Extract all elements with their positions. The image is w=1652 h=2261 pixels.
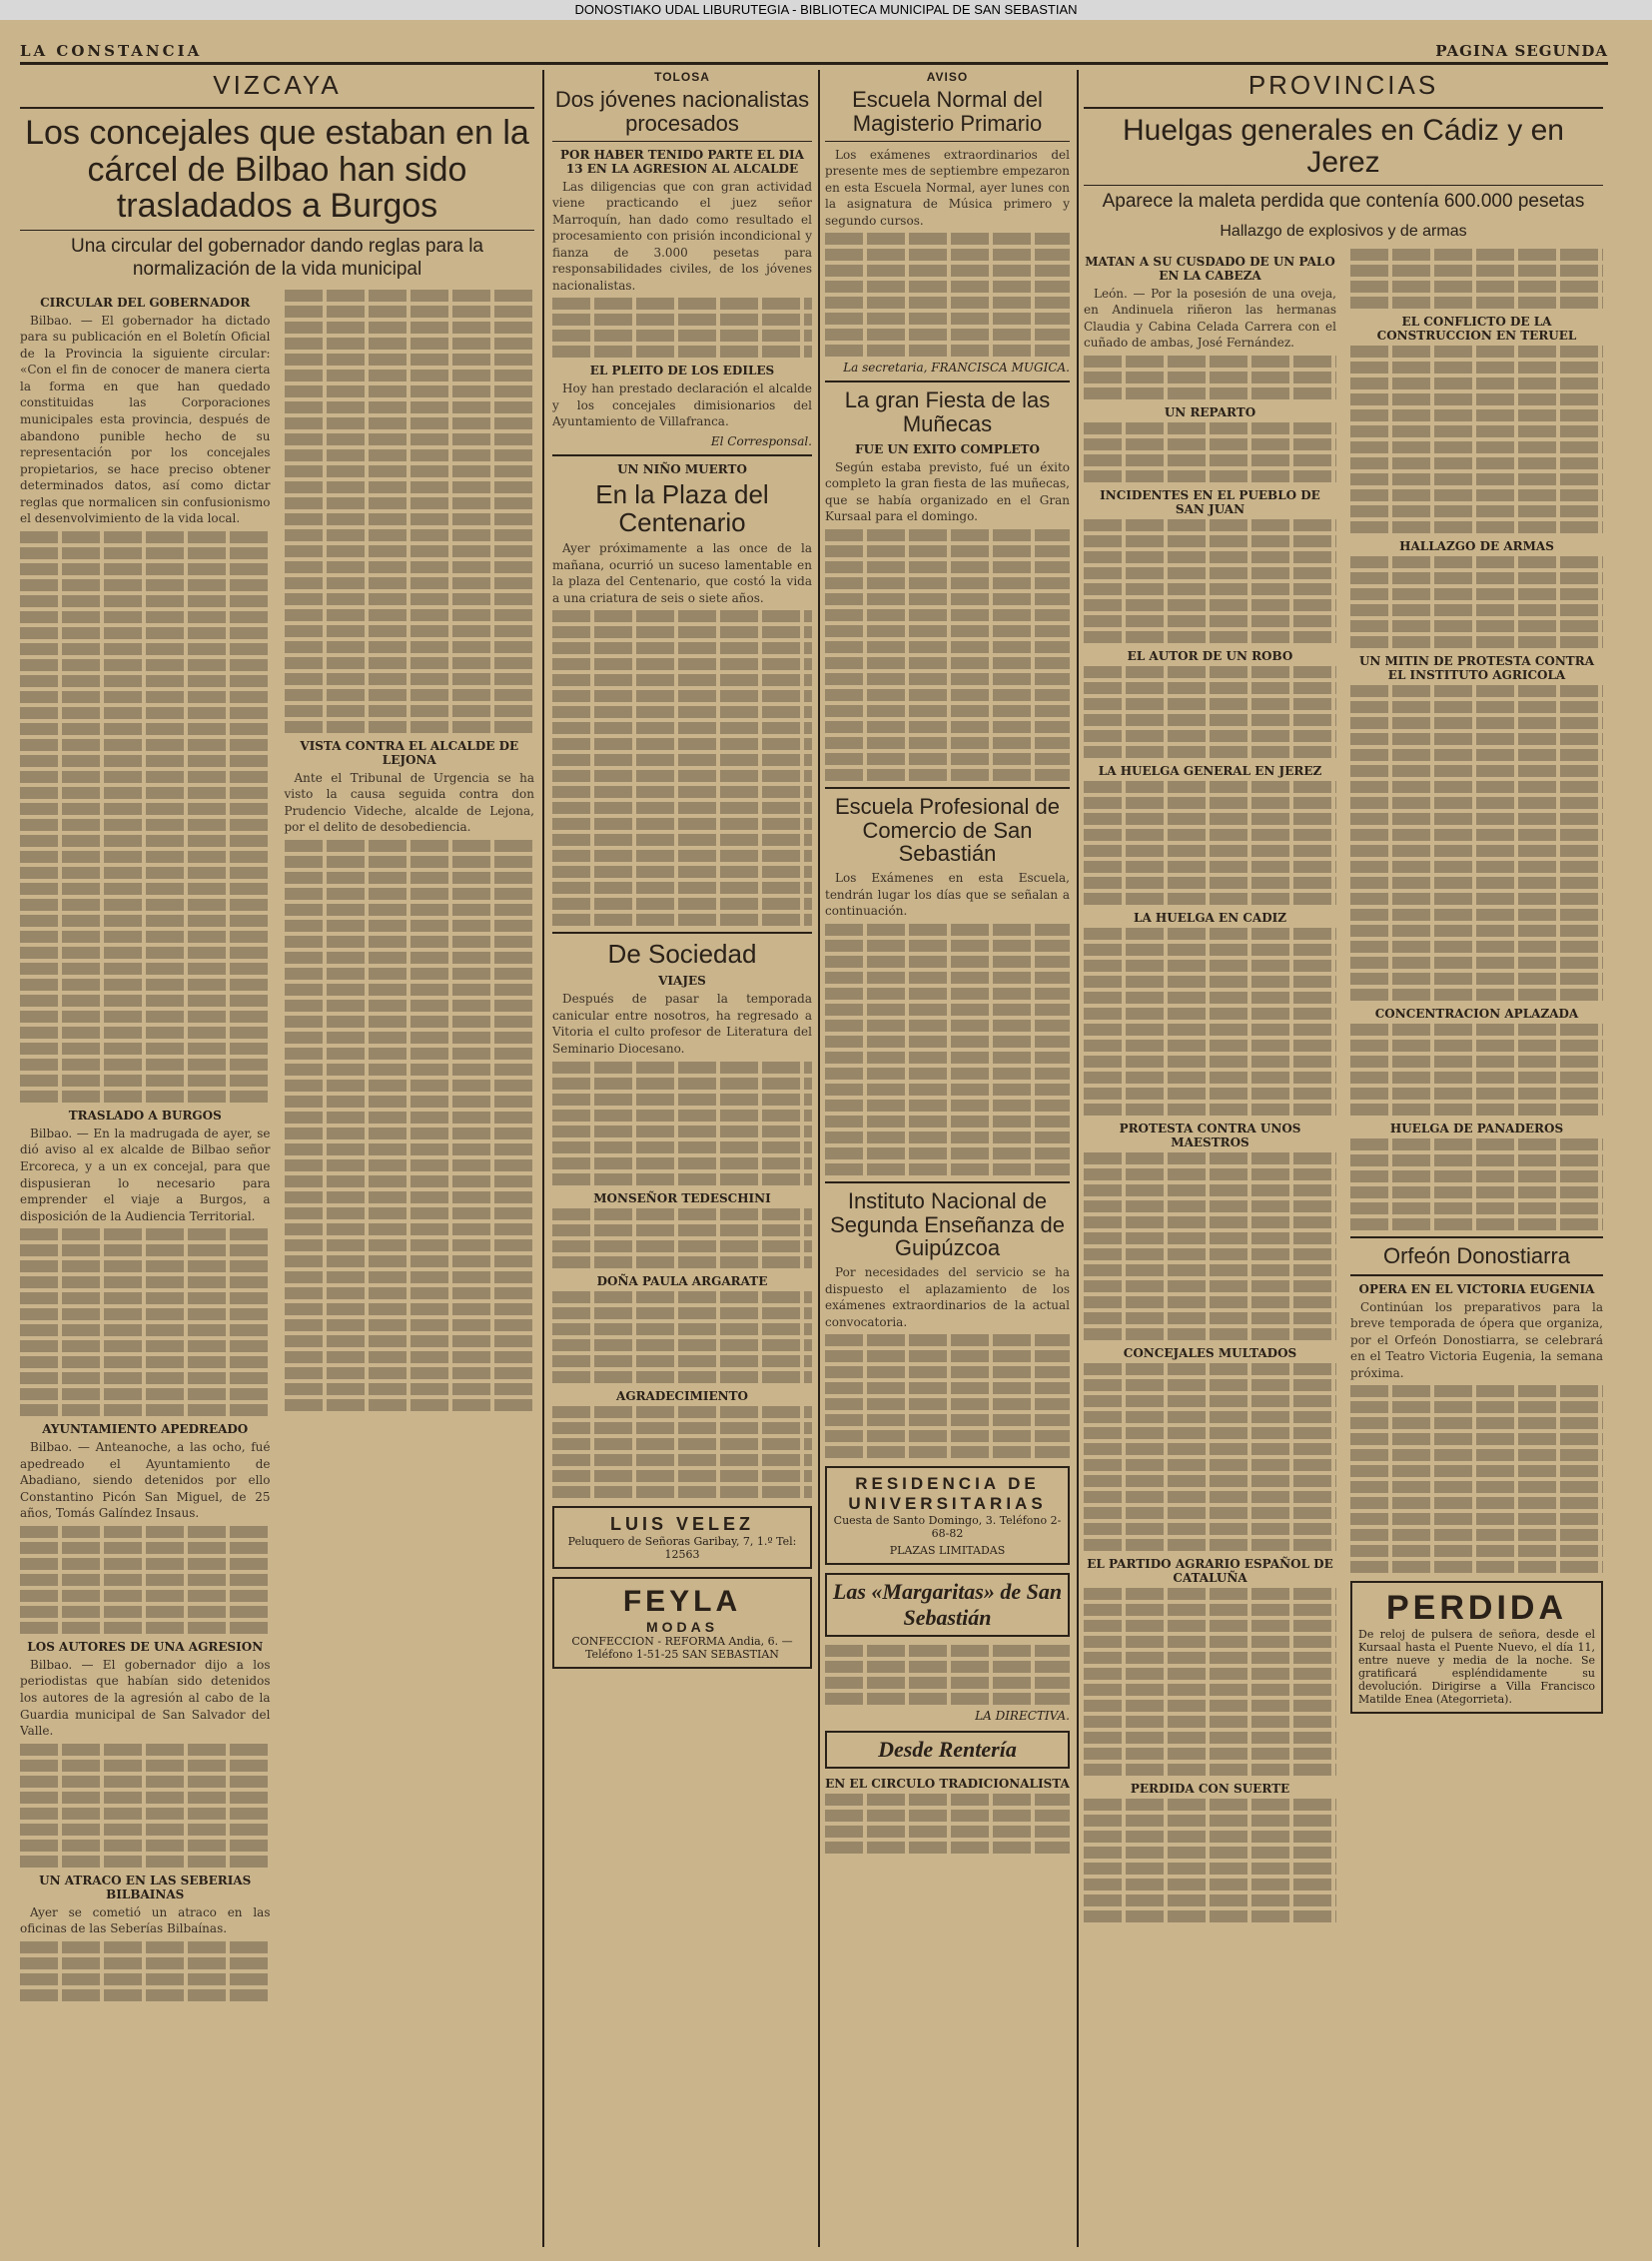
ad-subtitle: MODAS — [645, 1618, 719, 1635]
article-subhead: LA HUELGA EN CADIZ — [1134, 910, 1286, 925]
advertisement-luis-velez — [552, 1506, 812, 1569]
divider — [825, 1181, 1070, 1183]
subheadline: Una circular del gobernador dando reglas para la normalización de la vida municipal — [71, 236, 483, 280]
article-subhead: VIAJES — [658, 974, 706, 989]
signature: El Corresponsal. — [710, 433, 812, 448]
article-subhead: POR HABER TENIDO PARTE EL DIA 13 EN LA AGRESION AL ALCALDE — [560, 147, 804, 176]
article-subhead: INCIDENTES EN EL PUEBLO DE SAN JUAN — [1100, 487, 1320, 516]
article-subhead: HUELGA DE PANADEROS — [1389, 1121, 1564, 1135]
divider — [20, 230, 534, 231]
article-subhead: EL PLEITO DE LOS EDILES — [589, 364, 775, 378]
article-subhead: LOS AUTORES DE UNA AGRESION — [27, 1639, 264, 1654]
ad-title: RESIDENCIA DE UNIVERSITARIAS — [848, 1474, 1047, 1514]
article-paragraph: Bilbao. — Anteanoche, a las ocho, fué apedreado el Ayuntamiento de Abadiano, siendo detenidos por ello Constantino Picón San Miguel, de 25 años, Tomás Galíndez Insaus. — [20, 1440, 271, 1521]
article-paragraph: Los Exámenes en esta Escuela, tendrán lugar los días que se señalan a continuación. — [825, 871, 1070, 919]
article-subhead: PROTESTA CONTRA UNOS MAESTROS — [1119, 1121, 1301, 1149]
article-paragraph: Hoy han prestado declaración el alcalde y los concejales dimisionarios del Ayuntamiento de Villafranca. — [552, 381, 812, 429]
section-title: AVISO — [926, 70, 969, 84]
article-subhead: EL CONFLICTO DE LA CONSTRUCCION EN TERUEL — [1376, 314, 1577, 343]
divider — [1350, 1236, 1603, 1238]
article-subhead: PERDIDA CON SUERTE — [1130, 1781, 1290, 1796]
divider — [825, 380, 1070, 382]
signature: LA DIRECTIVA. — [975, 1709, 1070, 1724]
section-title: VIZCAYA — [213, 70, 342, 100]
article-subhead: CONCENTRACION APLAZADA — [1374, 1006, 1579, 1021]
divider — [552, 454, 812, 456]
paper-name: LA CONSTANCIA — [20, 42, 203, 60]
column-vizcaya — [20, 70, 534, 2247]
article-paragraph: Las diligencias que con gran actividad viene practicando el juez señor Marroquín, han dado como resultado el procesamiento con prisión incondicional y fianza de 3.000 pesetas para responsabilidades civiles, de los jóvenes nacionalistas. — [552, 179, 812, 293]
ad-title: FEYLA — [622, 1584, 742, 1618]
article-body — [1084, 249, 1603, 1926]
subheadline: Hallazgo de explosivos y de armas — [1220, 222, 1467, 240]
signature: La secretaria, FRANCISCA MUGICA. — [843, 361, 1070, 376]
article-subhead: EL AUTOR DE UN ROBO — [1127, 648, 1293, 663]
ad-footnote: PLAZAS LIMITADAS — [889, 1544, 1006, 1558]
article-subhead: FUE UN EXITO COMPLETO — [855, 441, 1040, 456]
ad-title: LUIS VELEZ — [609, 1513, 754, 1534]
column-divider — [1077, 70, 1079, 2247]
ad-title: PERDIDA — [1385, 1589, 1568, 1628]
article-paragraph: León. — Por la posesión de una oveja, en Andinuela riñeron las hermanas Claudia y Cabina Celada Carrera con el cuñado de ambas, José Fernández. — [1084, 286, 1336, 351]
advertisement-residencia — [825, 1466, 1070, 1565]
article-paragraph: Continúan los preparativos para la breve temporada de ópera que organiza, por el Orfeón Donostiarra, se celebrará en el Teatro Victoria Eugenia, la semana próxima. — [1350, 1299, 1603, 1380]
article-paragraph: Por necesidades del servicio se ha dispuesto el aplazamiento de los exámenes extraordinarios de la actual convocatoria. — [825, 1265, 1070, 1329]
article-subhead: MATAN A SU CUSDADO DE UN PALO EN LA CABEZA — [1085, 254, 1335, 283]
article-kicker: UN NIÑO MUERTO — [617, 461, 747, 476]
article-subhead: EL PARTIDO AGRARIO ESPAÑOL DE CATALUÑA — [1087, 1556, 1333, 1585]
divider — [1084, 185, 1603, 186]
notice-title: Desde Rentería — [878, 1737, 1017, 1763]
article-paragraph: Ayer próximamente a las once de la mañana, ocurrió un suceso lamentable en la plaza del Centenario, que costó la vida a una criatura de seis o siete años. — [552, 541, 812, 605]
page-label: PAGINA SEGUNDA — [1435, 42, 1608, 60]
ad-text: De reloj de pulsera de señora, desde el Kursaal hasta el Puente Nuevo, el día 11, entre nueve y media de la noche. Se gratificará espléndidamente su devolución. Dirigirse a Villa Francisco Matilde Enea (Ategorrieta). — [1358, 1628, 1595, 1707]
archive-banner: DONOSTIAKO UDAL LIBURUTEGIA - BIBLIOTECA MUNICIPAL DE SAN SEBASTIAN — [0, 0, 1652, 20]
column-aviso — [825, 70, 1070, 2247]
article-subhead: CIRCULAR DEL GOBERNADOR — [40, 295, 251, 310]
article-paragraph: Después de pasar la temporada canicular entre nosotros, ha regresado a Vitoria el culto profesor de Literatura del Seminario Diocesano. — [552, 992, 812, 1057]
article-subhead: LA HUELGA GENERAL EN JEREZ — [1098, 763, 1322, 778]
article-subhead: AYUNTAMIENTO APEDREADO — [42, 1422, 249, 1437]
article-subhead: UN MITIN DE PROTESTA CONTRA EL INSTITUTO AGRICOLA — [1358, 653, 1595, 682]
article-subhead: AGRADECIMIENTO — [616, 1388, 748, 1403]
headline: Escuela Normal del Magisterio Primario — [852, 87, 1043, 136]
masthead — [20, 40, 1608, 65]
article-paragraph: Bilbao. — En la madrugada de ayer, se dió aviso al ex alcalde de Bilbao señor Ercoreca, y a un ex concejal, para que dispusieran lo necesario para emprender el viaje a Burgos, a disposición de la Audiencia Territorial. — [20, 1126, 271, 1223]
divider — [1350, 1274, 1603, 1276]
column-divider — [542, 70, 544, 2247]
notice-title: Las «Margaritas» de San Sebastián — [832, 1579, 1063, 1631]
ad-text: CONFECCION - REFORMA Andia, 6. — Teléfono 1-51-25 SAN SEBASTIAN — [571, 1634, 793, 1661]
article-paragraph: Ayer se cometió un atraco en las oficinas de las Seberías Bilbaínas. — [20, 1904, 271, 1936]
article-subhead: UN ATRACO EN LAS SEBERIAS BILBAINAS — [39, 1873, 252, 1901]
headline: De Sociedad — [607, 939, 757, 970]
divider — [1084, 107, 1603, 109]
article-paragraph: Ante el Tribunal de Urgencia se ha visto la causa seguida contra don Prudencio Videche, alcalde de Lejona, por el delito de desobediencia. — [284, 770, 534, 835]
article-paragraph: Bilbao. — El gobernador ha dictado para su publicación en el Boletín Oficial de la Provincia la siguiente circular: «Con el fin de conocer de manera cierta la forma en que han quedado constituidas las Corporaciones municipales esta provincia, después de abandono punible hecho de su representación por los concejales propietarios, se hace preciso obtener determinados datos, así como dictar reglas que normalicen sin confusionismo el desenvolvimiento de la vida local. — [20, 313, 271, 526]
article-subhead: VISTA CONTRA EL ALCALDE DE LEJONA — [300, 738, 519, 767]
headline: Escuela Profesional de Comercio de San Sebastián — [834, 793, 1061, 867]
advertisement-feyla — [552, 1577, 812, 1669]
article-subhead: EN EL CIRCULO TRADICIONALISTA — [825, 1777, 1070, 1792]
ad-text: Cuesta de Santo Domingo, 3. Teléfono 2-68-82 — [833, 1514, 1062, 1541]
headline: Instituto Nacional de Segunda Enseñanza de Guipúzcoa — [830, 1187, 1065, 1261]
article-subhead: UN REPARTO — [1164, 404, 1256, 419]
article-paragraph: Bilbao. — El gobernador dijo a los periodistas que habían sido detenidos los autores de la agresión al cabo de la Guardia municipal de San Salvador del Valle. — [20, 1657, 271, 1739]
section-title: PROVINCIAS — [1247, 70, 1439, 100]
advertisement-perdida — [1350, 1581, 1603, 1714]
article-paragraph: Según estaba previsto, fué un éxito completo la gran fiesta de las muñecas, que se había organizado en el Gran Kursaal para el domingo. — [825, 459, 1070, 524]
article-subhead: OPERA EN EL VICTORIA EUGENIA — [1358, 1281, 1595, 1296]
article-subhead: HALLAZGO DE ARMAS — [1399, 538, 1554, 553]
headline: Los concejales que estaban en la cárcel de Bilbao han sido trasladados a Burgos — [25, 114, 529, 226]
divider — [20, 107, 534, 109]
subheadline: Aparece la maleta perdida que contenía 600.000 pesetas — [1102, 190, 1585, 212]
column-divider — [818, 70, 820, 2247]
article-subhead: DOÑA PAULA ARGARATE — [596, 1273, 768, 1288]
article-paragraph: Los exámenes extraordinarios del presente mes de septiembre empezaron en esta Escuela Normal, ayer lunes con la asignatura de Música primero y segundo cursos. — [825, 147, 1070, 228]
column-tolosa — [552, 70, 812, 2247]
article-body — [20, 290, 534, 2005]
divider — [552, 932, 812, 934]
divider — [825, 787, 1070, 789]
divider — [825, 141, 1070, 142]
headline: Huelgas generales en Cádiz y en Jerez — [1123, 114, 1564, 180]
headline: En la Plaza del Centenario — [595, 478, 769, 538]
divider — [552, 141, 812, 142]
headline: Orfeón Donostiarra — [1382, 1242, 1571, 1268]
column-provincias — [1084, 70, 1603, 2247]
article-subhead: MONSEÑOR TEDESCHINI — [593, 1190, 771, 1205]
notice-renteria — [825, 1731, 1070, 1769]
notice-margaritas — [825, 1573, 1070, 1637]
article-subhead: TRASLADO A BURGOS — [68, 1108, 222, 1123]
headline: La gran Fiesta de las Muñecas — [844, 387, 1051, 436]
section-title: TOLOSA — [654, 70, 710, 84]
article-subhead: CONCEJALES MULTADOS — [1123, 1345, 1297, 1360]
headline: Dos jóvenes nacionalistas procesados — [554, 87, 810, 136]
ad-text: Peluquero de Señoras Garibay, 7, 1.º Tel: 12563 — [567, 1534, 797, 1561]
